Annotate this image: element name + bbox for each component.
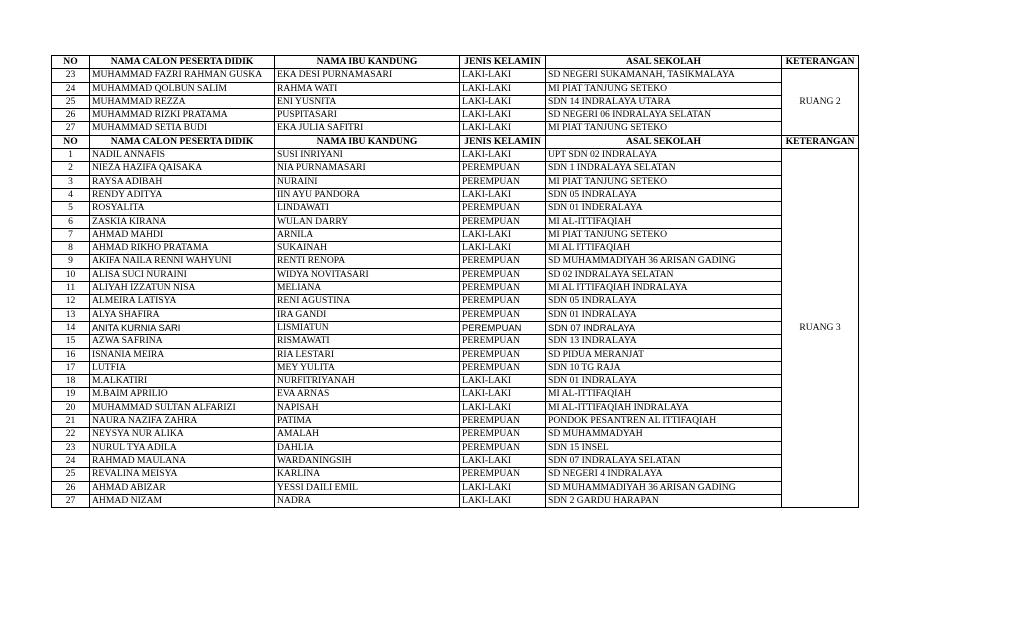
cell-nama-ibu: PUSPITASARI	[275, 109, 460, 122]
cell-asal-sekolah: SDN 10 TG RAJA	[546, 361, 782, 374]
header-row	[52, 135, 859, 148]
cell-no: 22	[52, 428, 90, 441]
cell-nama-ibu: YESSI DAILI EMIL	[275, 481, 460, 494]
cell-jenis-kelamin: LAKI-LAKI	[460, 95, 546, 108]
table-row	[52, 69, 859, 82]
cell-jenis-kelamin: PEREMPUAN	[460, 162, 546, 175]
table-row	[52, 428, 859, 441]
cell-no: 14	[52, 321, 90, 334]
cell-nama-ibu: LISMIATUN	[275, 321, 460, 334]
cell-nama-ibu: NIA PURNAMASARI	[275, 162, 460, 175]
cell-nama-calon: AHMAD NIZAM	[90, 494, 275, 507]
cell-no: 5	[52, 202, 90, 215]
cell-nama-calon: MUHAMMAD RIZKI PRATAMA	[90, 109, 275, 122]
cell-asal-sekolah: PONDOK PESANTREN AL ITTIFAQIAH	[546, 415, 782, 428]
cell-nama-calon: ALYA SHAFIRA	[90, 308, 275, 321]
cell-nama-ibu: RAHMA WATI	[275, 82, 460, 95]
table-row	[52, 109, 859, 122]
cell-jenis-kelamin: LAKI-LAKI	[460, 242, 546, 255]
cell-nama-ibu: SUKAINAH	[275, 242, 460, 255]
table-row	[52, 295, 859, 308]
cell-asal-sekolah: SDN 14 INDRALAYA UTARA	[546, 95, 782, 108]
cell-nama-calon: NADIL ANNAFIS	[90, 149, 275, 162]
cell-no: 6	[52, 215, 90, 228]
cell-nama-calon: ALMEIRA LATISYA	[90, 295, 275, 308]
header-keterangan: KETERANGAN	[782, 56, 859, 69]
cell-no: 12	[52, 295, 90, 308]
cell-asal-sekolah: SD MUHAMMADIYAH 36 ARISAN GADING	[546, 481, 782, 494]
cell-nama-calon: NIEZA HAZIFA QAISAKA	[90, 162, 275, 175]
cell-no: 10	[52, 268, 90, 281]
table-row	[52, 375, 859, 388]
cell-jenis-kelamin: LAKI-LAKI	[460, 481, 546, 494]
cell-no: 9	[52, 255, 90, 268]
cell-nama-calon: ANITA KURNIA SARI	[90, 321, 275, 334]
table-row	[52, 175, 859, 188]
cell-nama-calon: ROSYALITA	[90, 202, 275, 215]
cell-asal-sekolah: SDN 07 INDRALAYA	[546, 321, 782, 334]
cell-nama-calon: AHMAD ABIZAR	[90, 481, 275, 494]
cell-asal-sekolah: SDN 1 INDRALAYA SELATAN	[546, 162, 782, 175]
cell-jenis-kelamin: LAKI-LAKI	[460, 149, 546, 162]
table-row	[52, 441, 859, 454]
cell-nama-calon: AHMAD MAHDI	[90, 228, 275, 241]
table-row	[52, 122, 859, 135]
cell-asal-sekolah: SDN 2 GARDU HARAPAN	[546, 494, 782, 507]
cell-asal-sekolah: MI PIAT TANJUNG SETEKO	[546, 228, 782, 241]
header-jenis-kelamin: JENIS KELAMIN	[460, 56, 546, 69]
cell-no: 23	[52, 69, 90, 82]
table-row	[52, 481, 859, 494]
cell-nama-ibu: NURAINI	[275, 175, 460, 188]
table-row	[52, 228, 859, 241]
cell-keterangan: RUANG 3	[782, 149, 859, 508]
cell-no: 24	[52, 82, 90, 95]
table-row	[52, 401, 859, 414]
cell-nama-ibu: IRA GANDI	[275, 308, 460, 321]
cell-no: 23	[52, 441, 90, 454]
cell-jenis-kelamin: PEREMPUAN	[460, 202, 546, 215]
cell-jenis-kelamin: PEREMPUAN	[460, 468, 546, 481]
cell-jenis-kelamin: PEREMPUAN	[460, 308, 546, 321]
cell-nama-calon: NEYSYA NUR ALIKA	[90, 428, 275, 441]
cell-no: 18	[52, 375, 90, 388]
cell-jenis-kelamin: PEREMPUAN	[460, 295, 546, 308]
cell-nama-calon: NURUL TYA ADILA	[90, 441, 275, 454]
cell-nama-ibu: RENI AGUSTINA	[275, 295, 460, 308]
cell-asal-sekolah: MI PIAT TANJUNG SETEKO	[546, 82, 782, 95]
cell-asal-sekolah: SDN 01 INDERALAYA	[546, 202, 782, 215]
cell-no: 19	[52, 388, 90, 401]
cell-no: 3	[52, 175, 90, 188]
header-jenis-kelamin: JENIS KELAMIN	[460, 135, 546, 148]
cell-no: 27	[52, 122, 90, 135]
header-keterangan: KETERANGAN	[782, 135, 859, 148]
cell-jenis-kelamin: PEREMPUAN	[460, 441, 546, 454]
cell-nama-calon: AZWA SAFRINA	[90, 335, 275, 348]
cell-nama-ibu: WULAN DARRY	[275, 215, 460, 228]
cell-jenis-kelamin: PEREMPUAN	[460, 348, 546, 361]
cell-jenis-kelamin: LAKI-LAKI	[460, 494, 546, 507]
cell-nama-calon: MUHAMMAD SULTAN ALFARIZI	[90, 401, 275, 414]
cell-jenis-kelamin: LAKI-LAKI	[460, 188, 546, 201]
cell-asal-sekolah: MI PIAT TANJUNG SETEKO	[546, 175, 782, 188]
table-row	[52, 82, 859, 95]
table-row	[52, 215, 859, 228]
cell-asal-sekolah: SDN 05 INDRALAYA	[546, 188, 782, 201]
cell-no: 2	[52, 162, 90, 175]
table-row	[52, 454, 859, 467]
cell-nama-calon: AKIFA NAILA RENNI WAHYUNI	[90, 255, 275, 268]
table-row	[52, 149, 859, 162]
cell-no: 8	[52, 242, 90, 255]
table-row	[52, 202, 859, 215]
cell-jenis-kelamin: PEREMPUAN	[460, 415, 546, 428]
cell-nama-ibu: EKA DESI PURNAMASARI	[275, 69, 460, 82]
cell-asal-sekolah: SDN 01 INDRALAYA	[546, 375, 782, 388]
cell-no: 26	[52, 481, 90, 494]
cell-keterangan: RUANG 2	[782, 69, 859, 135]
table-row	[52, 268, 859, 281]
cell-nama-calon: MUHAMMAD FAZRI RAHMAN GUSKA	[90, 69, 275, 82]
cell-no: 17	[52, 361, 90, 374]
cell-no: 25	[52, 468, 90, 481]
table-row	[52, 415, 859, 428]
cell-jenis-kelamin: PEREMPUAN	[460, 428, 546, 441]
cell-asal-sekolah: MI PIAT TANJUNG SETEKO	[546, 122, 782, 135]
header-nama-ibu: NAMA IBU KANDUNG	[275, 135, 460, 148]
cell-nama-ibu: LINDAWATI	[275, 202, 460, 215]
table-row	[52, 282, 859, 295]
cell-asal-sekolah: SDN 05 INDRALAYA	[546, 295, 782, 308]
cell-asal-sekolah: SD MUHAMMADIYAH 36 ARISAN GADING	[546, 255, 782, 268]
cell-no: 20	[52, 401, 90, 414]
header-nama-ibu: NAMA IBU KANDUNG	[275, 56, 460, 69]
header-row	[52, 56, 859, 69]
cell-nama-calon: RAYSA ADIBAH	[90, 175, 275, 188]
cell-nama-calon: LUTFIA	[90, 361, 275, 374]
header-no: NO	[52, 56, 90, 69]
student-list-table	[51, 55, 859, 508]
cell-nama-ibu: KARLINA	[275, 468, 460, 481]
cell-nama-calon: AHMAD RIKHO PRATAMA	[90, 242, 275, 255]
table-row	[52, 348, 859, 361]
cell-no: 25	[52, 95, 90, 108]
cell-no: 15	[52, 335, 90, 348]
cell-nama-ibu: MEY YULITA	[275, 361, 460, 374]
cell-no: 11	[52, 282, 90, 295]
cell-asal-sekolah: SDN 13 INDRALAYA	[546, 335, 782, 348]
cell-nama-calon: ALIYAH IZZATUN NISA	[90, 282, 275, 295]
cell-no: 24	[52, 454, 90, 467]
cell-nama-ibu: NADRA	[275, 494, 460, 507]
table-row	[52, 468, 859, 481]
cell-asal-sekolah: SD 02 INDRALAYA SELATAN	[546, 268, 782, 281]
cell-nama-ibu: ENI YUSNITA	[275, 95, 460, 108]
cell-nama-ibu: MELIANA	[275, 282, 460, 295]
cell-nama-ibu: IIN AYU PANDORA	[275, 188, 460, 201]
cell-nama-ibu: RENTI RENOPA	[275, 255, 460, 268]
table-row	[52, 361, 859, 374]
cell-jenis-kelamin: LAKI-LAKI	[460, 375, 546, 388]
cell-asal-sekolah: SD PIDUA MERANJAT	[546, 348, 782, 361]
cell-jenis-kelamin: LAKI-LAKI	[460, 122, 546, 135]
cell-asal-sekolah: SD NEGERI 06 INDRALAYA SELATAN	[546, 109, 782, 122]
cell-nama-calon: RENDY ADITYA	[90, 188, 275, 201]
header-asal-sekolah: ASAL SEKOLAH	[546, 56, 782, 69]
cell-asal-sekolah: MI AL ITTIFAQIAH INDRALAYA	[546, 282, 782, 295]
cell-nama-ibu: SUSI INRIYANI	[275, 149, 460, 162]
cell-nama-calon: MUHAMMAD SETIA BUDI	[90, 122, 275, 135]
cell-nama-ibu: PATIMA	[275, 415, 460, 428]
cell-jenis-kelamin: LAKI-LAKI	[460, 228, 546, 241]
table-row	[52, 388, 859, 401]
cell-jenis-kelamin: PEREMPUAN	[460, 282, 546, 295]
cell-nama-calon: M.BAIM APRILIO	[90, 388, 275, 401]
table-row	[52, 162, 859, 175]
cell-asal-sekolah: SDN 15 INSEL	[546, 441, 782, 454]
cell-nama-calon: ZASKIA KIRANA	[90, 215, 275, 228]
cell-nama-ibu: EKA JULIA SAFITRI	[275, 122, 460, 135]
cell-nama-calon: MUHAMMAD QOLBUN SALIM	[90, 82, 275, 95]
cell-nama-calon: M.ALKATIRI	[90, 375, 275, 388]
cell-nama-calon: ALISA SUCI NURAINI	[90, 268, 275, 281]
header-nama-calon: NAMA CALON PESERTA DIDIK	[90, 135, 275, 148]
table-row	[52, 255, 859, 268]
cell-asal-sekolah: SDN 07 INDRALAYA SELATAN	[546, 454, 782, 467]
cell-nama-ibu: ARNILA	[275, 228, 460, 241]
cell-jenis-kelamin: LAKI-LAKI	[460, 82, 546, 95]
cell-no: 21	[52, 415, 90, 428]
cell-jenis-kelamin: PEREMPUAN	[460, 268, 546, 281]
cell-nama-ibu: NURFITRIYANAH	[275, 375, 460, 388]
cell-no: 7	[52, 228, 90, 241]
cell-jenis-kelamin: PEREMPUAN	[460, 361, 546, 374]
cell-nama-ibu: EVA ARNAS	[275, 388, 460, 401]
cell-jenis-kelamin: PEREMPUAN	[460, 215, 546, 228]
cell-jenis-kelamin: LAKI-LAKI	[460, 109, 546, 122]
cell-jenis-kelamin: PEREMPUAN	[460, 175, 546, 188]
cell-jenis-kelamin: LAKI-LAKI	[460, 401, 546, 414]
cell-jenis-kelamin: LAKI-LAKI	[460, 454, 546, 467]
cell-nama-ibu: WARDANINGSIH	[275, 454, 460, 467]
cell-asal-sekolah: SDN 01 INDRALAYA	[546, 308, 782, 321]
cell-asal-sekolah: SD NEGERI 4 INDRALAYA	[546, 468, 782, 481]
table-row	[52, 308, 859, 321]
cell-no: 1	[52, 149, 90, 162]
cell-no: 13	[52, 308, 90, 321]
cell-asal-sekolah: MI AL ITTIFAQIAH	[546, 242, 782, 255]
cell-nama-ibu: DAHLIA	[275, 441, 460, 454]
cell-jenis-kelamin: PEREMPUAN	[460, 321, 546, 334]
header-nama-calon: NAMA CALON PESERTA DIDIK	[90, 56, 275, 69]
cell-jenis-kelamin: LAKI-LAKI	[460, 388, 546, 401]
cell-nama-calon: RAHMAD MAULANA	[90, 454, 275, 467]
cell-nama-ibu: RISMAWATI	[275, 335, 460, 348]
cell-asal-sekolah: MI AL-ITTIFAQIAH	[546, 215, 782, 228]
header-no: NO	[52, 135, 90, 148]
cell-asal-sekolah: MI AL-ITTIFAQIAH INDRALAYA	[546, 401, 782, 414]
table-row	[52, 242, 859, 255]
cell-no: 26	[52, 109, 90, 122]
cell-nama-ibu: NAPISAH	[275, 401, 460, 414]
table-body	[52, 56, 859, 508]
table-row	[52, 95, 859, 108]
cell-nama-calon: REVALINA MEISYA	[90, 468, 275, 481]
cell-no: 27	[52, 494, 90, 507]
cell-nama-calon: NAURA NAZIFA ZAHRA	[90, 415, 275, 428]
cell-jenis-kelamin: PEREMPUAN	[460, 255, 546, 268]
cell-no: 4	[52, 188, 90, 201]
cell-jenis-kelamin: PEREMPUAN	[460, 335, 546, 348]
cell-nama-calon: MUHAMMAD REZZA	[90, 95, 275, 108]
cell-jenis-kelamin: LAKI-LAKI	[460, 69, 546, 82]
cell-nama-ibu: AMALAH	[275, 428, 460, 441]
cell-nama-calon: ISNANIA MEIRA	[90, 348, 275, 361]
cell-asal-sekolah: MI AL-ITTIFAQIAH	[546, 388, 782, 401]
table-row	[52, 321, 859, 334]
cell-nama-ibu: WIDYA NOVITASARI	[275, 268, 460, 281]
table-row	[52, 335, 859, 348]
table-row	[52, 494, 859, 507]
cell-asal-sekolah: UPT SDN 02 INDRALAYA	[546, 149, 782, 162]
cell-no: 16	[52, 348, 90, 361]
cell-asal-sekolah: SD NEGERI SUKAMANAH, TASIKMALAYA	[546, 69, 782, 82]
cell-asal-sekolah: SD MUHAMMADYAH	[546, 428, 782, 441]
table-row	[52, 188, 859, 201]
header-asal-sekolah: ASAL SEKOLAH	[546, 135, 782, 148]
cell-nama-ibu: RIA LESTARI	[275, 348, 460, 361]
